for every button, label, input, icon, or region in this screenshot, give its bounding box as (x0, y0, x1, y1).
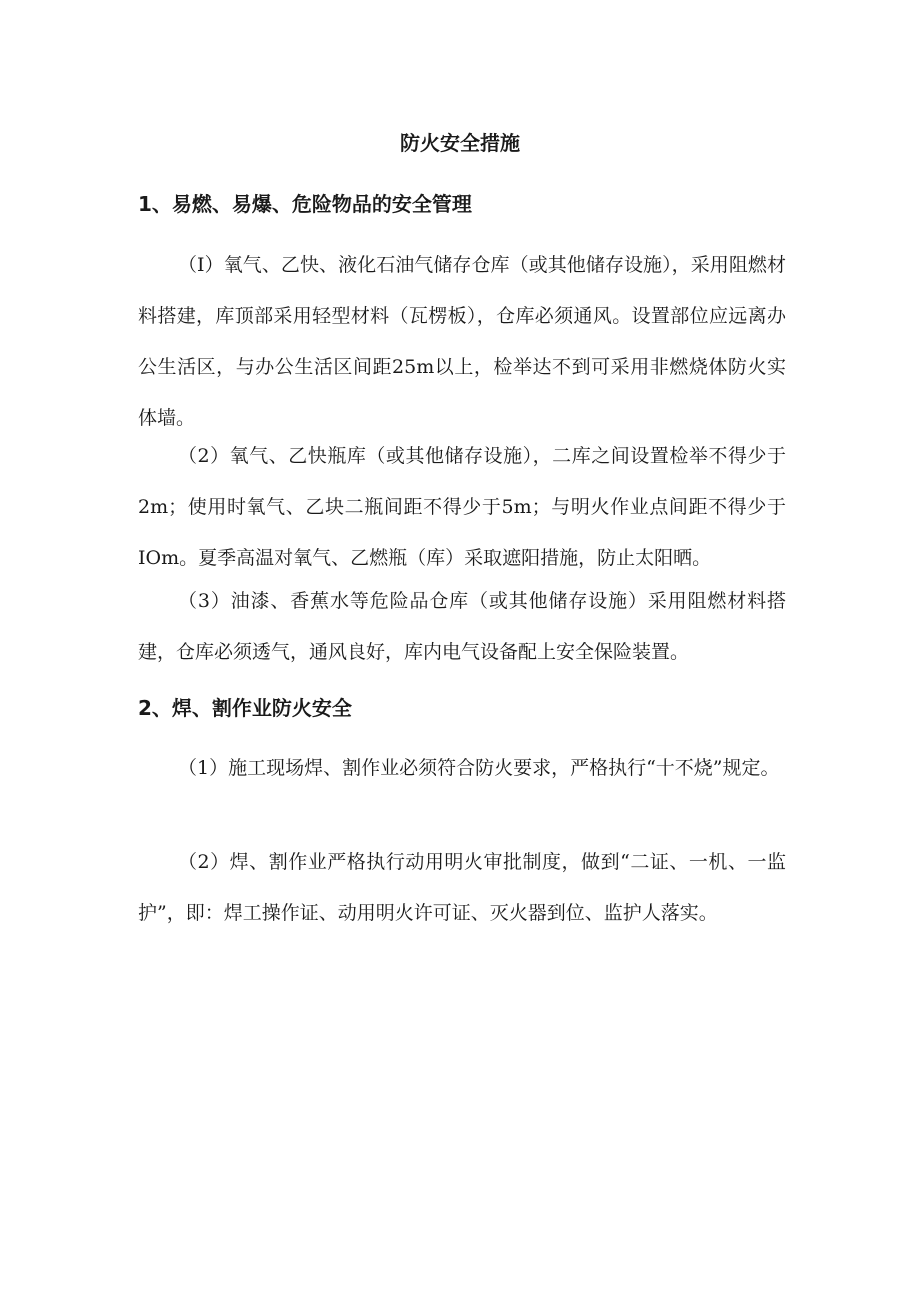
paragraph-1-1: （I）氧气、乙快、液化石油气储存仓库（或其他储存设施），采用阻燃材料搭建，库顶部采用轻型材料（瓦楞板），仓库必须通风。设置部位应远离办公生活区，与办公生活区间距25m以上，检举达不到可采用非燃烧体防火实体墙。 (138, 254, 786, 429)
paragraph-1-3: （3）油漆、香蕉水等危险品仓库（或其他储存设施）采用阻燃材料搭建，仓库必须透气，通风良好，库内电气设备配上安全保险装置。 (138, 590, 786, 663)
paragraph-2-1: （1）施工现场焊、割作业必须符合防火要求，严格执行“十不烧”规定。 (178, 757, 780, 779)
section-heading-1: 1、易燃、易爆、危险物品的安全管理 (138, 192, 472, 216)
paragraph-1-2: （2）氧气、乙快瓶库（或其他储存设施），二库之间设置检举不得少于2m；使用时氧气、乙块二瓶间距不得少于5m；与明火作业点间距不得少于IOm。夏季高温对氧气、乙燃瓶（库）采取遮阳措施，防止太阳晒。 (138, 445, 786, 569)
page-title: 防火安全措施 (400, 131, 520, 155)
paragraph-2-2: （2）焊、割作业严格执行动用明火审批制度，做到“二证、一机、一监护”，即：焊工操作证、动用明火许可证、灭火器到位、监护人落实。 (138, 851, 786, 924)
section-heading-2: 2、焊、割作业防火安全 (138, 696, 352, 720)
